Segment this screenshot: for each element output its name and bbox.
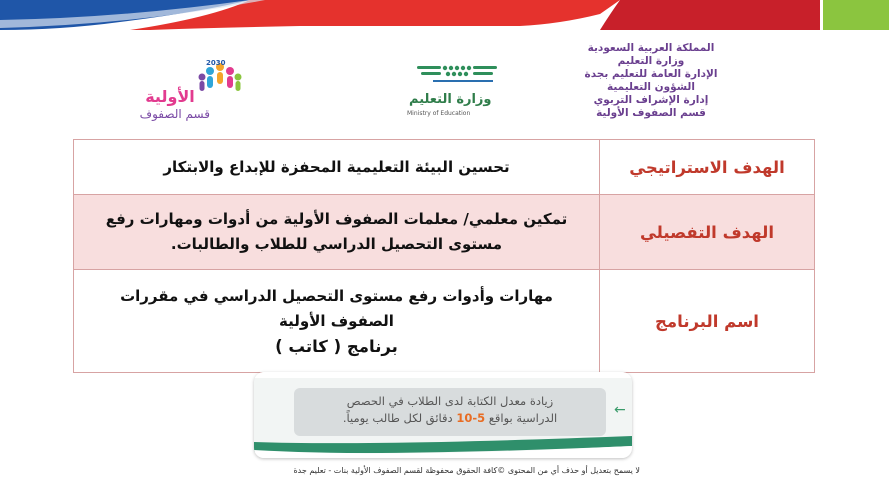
table-row (74, 195, 815, 270)
excerpt-text: الدراسية بواقع (488, 411, 558, 425)
primary-logo-title: الأولية (145, 87, 195, 106)
vision-2030-mark: 2030 (206, 59, 226, 67)
table-row (74, 140, 815, 195)
header-line: المملكة العربية السعودية (587, 42, 715, 54)
excerpt-line (294, 410, 606, 427)
excerpt-image (254, 372, 632, 458)
row-label: اسم البرنامج (600, 270, 815, 373)
value-line: مستوى التحصيل الدراسي للطلاب والطالبات. (170, 235, 503, 253)
header-line: الإدارة العامة للتعليم بجدة (584, 68, 718, 80)
ministry-header (531, 42, 771, 120)
excerpt-text: دقائق لكل طالب يومياً. (342, 411, 453, 425)
row-value (74, 195, 600, 270)
table-row (74, 270, 815, 373)
program-table (73, 139, 815, 373)
header-line: قسم الصفوف الأولية (596, 107, 706, 119)
value-line: تحسين البيئة التعليمية المحفزة للإبداع والابتكار (163, 157, 510, 176)
primary-logo-subtitle: قسم الصفوف (139, 107, 210, 121)
value-line: مهارات وأدوات رفع مستوى التحصيل الدراسي في مقررات (120, 286, 553, 305)
primary-grades-logo (140, 55, 250, 125)
arrow-left-icon: ← (614, 402, 626, 418)
row-value (74, 270, 600, 373)
ministry-name-en: Ministry of Education (407, 110, 471, 117)
excerpt-line: زيادة معدل الكتابة لدى الطلاب في الحصص (346, 394, 554, 408)
header-line: إدارة الإشراف التربوي (593, 94, 709, 106)
header-line: الشؤون التعليمية (607, 81, 695, 93)
ministry-logo (405, 60, 515, 120)
program-name: برنامج ( كاتب ) (275, 336, 398, 356)
value-line: تمكين معلمي/ معلمات الصفوف الأولية من أدوات ومهارات رفع (105, 210, 568, 228)
value-line: الصفوف الأولية (279, 311, 394, 330)
excerpt-text-box (294, 388, 606, 436)
row-value (74, 140, 600, 195)
copyright-note: لا يسمح بتعديل أو حذف أي من المحتوى ©كافة الحقوق محفوظة لقسم الصفوف الأولية بنات - تعليم جدة (293, 466, 640, 475)
row-label: الهدف الاستراتيجي (600, 140, 815, 195)
ministry-logo-mark (405, 60, 515, 90)
row-label: الهدف التفصيلي (600, 195, 815, 270)
header-decor-band (0, 0, 889, 30)
ministry-name-ar: وزارة التعليم (409, 92, 492, 107)
excerpt-highlight: 5-10 (456, 411, 486, 425)
header-line: وزارة التعليم (617, 55, 685, 67)
